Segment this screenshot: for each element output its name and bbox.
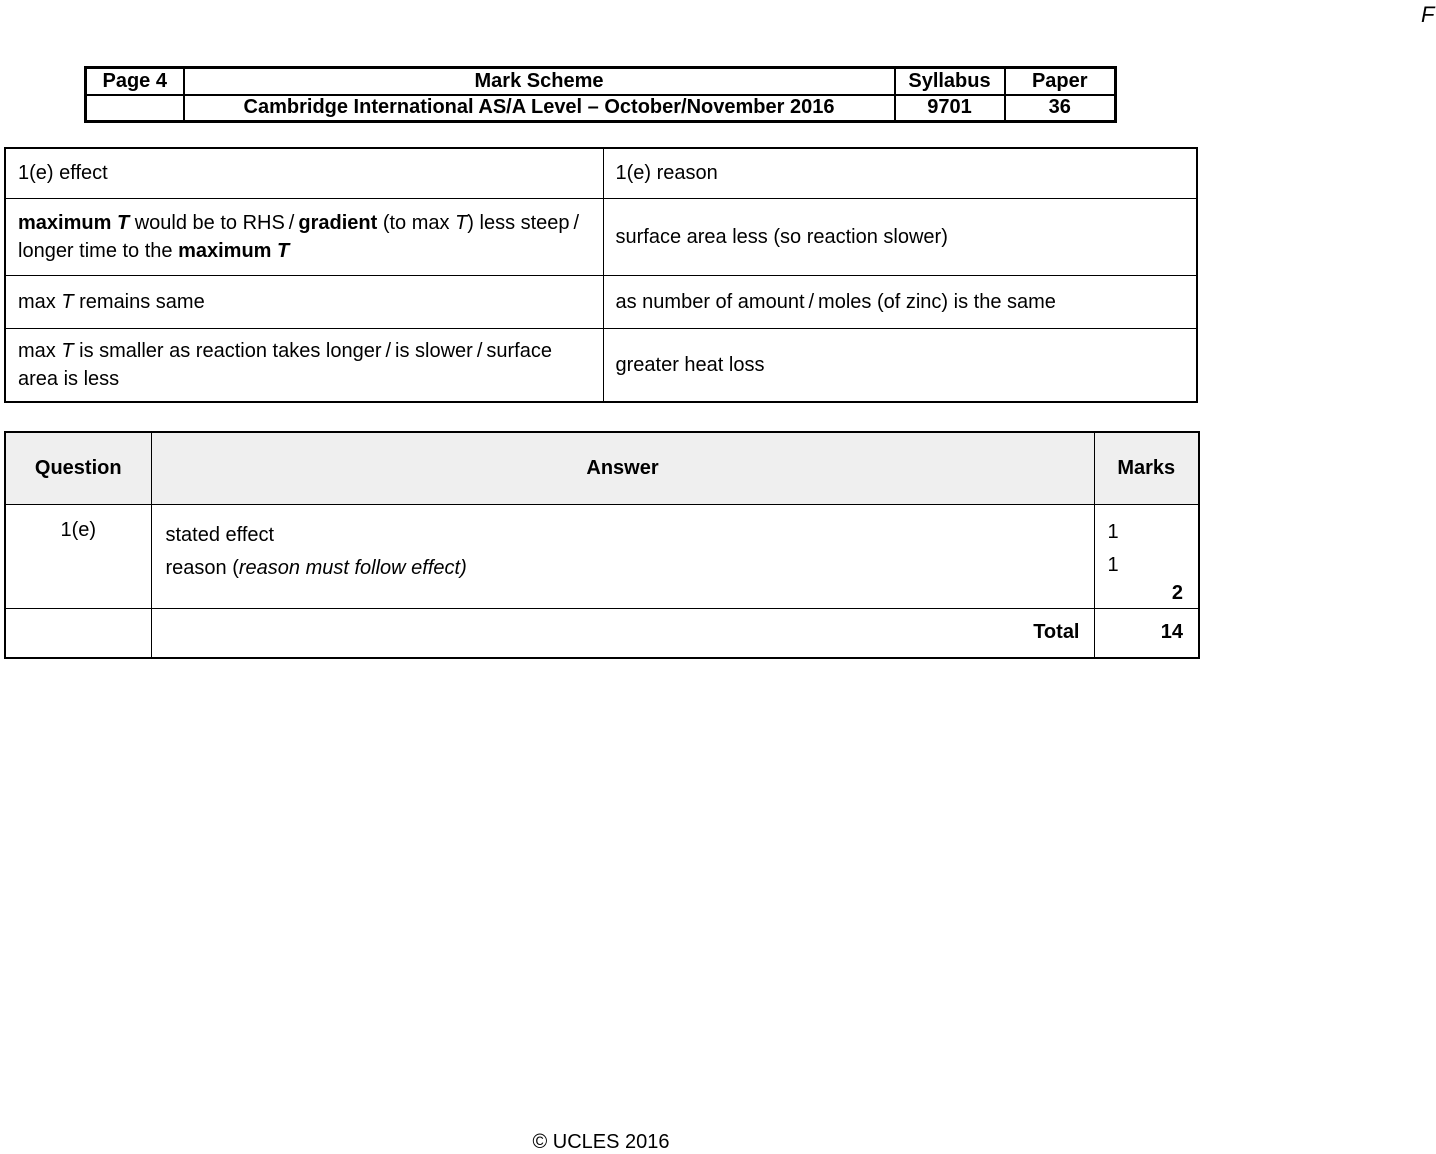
header-row-1 (86, 68, 1116, 95)
paper-label-cell: Paper (1005, 68, 1116, 95)
reason-cell: surface area less (so reaction slower) (603, 198, 1197, 275)
syllabus-value-cell: 9701 (895, 95, 1005, 122)
document-subtitle-cell: Cambridge International AS/A Level – October/November 2016 (184, 95, 895, 122)
reason-cell: greater heat loss (603, 328, 1197, 402)
effect-reason-header-row (5, 148, 1197, 198)
header-row-2 (86, 95, 1116, 122)
reason-header-cell: 1(e) reason (603, 148, 1197, 198)
effect-reason-row (5, 275, 1197, 328)
answer-line: reason (reason must follow effect) (165, 556, 467, 579)
question-header-cell: Question (5, 432, 151, 504)
header-empty-cell (86, 95, 184, 122)
effect-cell: max T is smaller as reaction takes longer / is slower / surface area is less (5, 328, 603, 402)
mark-value: 1 (1107, 553, 1119, 576)
total-empty-cell (5, 608, 151, 658)
answer-cell (151, 504, 1094, 608)
effect-header-cell: 1(e) effect (5, 148, 603, 198)
header-table (84, 66, 1117, 123)
effect-reason-table (4, 147, 1198, 403)
page-corner-mark: F (1421, 2, 1435, 27)
copyright-footer: © UCLES 2016 (532, 1131, 670, 1153)
reason-cell: as number of amount / moles (of zinc) is the same (603, 275, 1197, 328)
effect-reason-row (5, 328, 1197, 402)
marks-table-header-row (5, 432, 1199, 504)
marks-header-cell: Marks (1094, 432, 1199, 504)
answer-line: stated effect (165, 523, 275, 546)
document-title-cell: Mark Scheme (184, 68, 895, 95)
question-answer-marks-table (4, 431, 1200, 659)
total-label-cell: Total (151, 608, 1094, 658)
question-number-cell: 1(e) (5, 504, 151, 608)
effect-cell: maximum T would be to RHS / gradient (to max T) less steep / longer time to the maximum T (5, 198, 603, 275)
marks-cell (1094, 504, 1199, 608)
total-value-cell: 14 (1094, 608, 1199, 658)
page-number-cell: Page 4 (86, 68, 184, 95)
effect-cell: max T remains same (5, 275, 603, 328)
answer-header-cell: Answer (151, 432, 1094, 504)
effect-reason-row (5, 198, 1197, 275)
marks-table-total-row (5, 608, 1199, 658)
marks-table-answer-row (5, 504, 1199, 608)
marks-subtotal: 2 (1171, 581, 1183, 604)
syllabus-label-cell: Syllabus (895, 68, 1005, 95)
paper-value-cell: 36 (1005, 95, 1116, 122)
mark-value: 1 (1107, 520, 1119, 543)
